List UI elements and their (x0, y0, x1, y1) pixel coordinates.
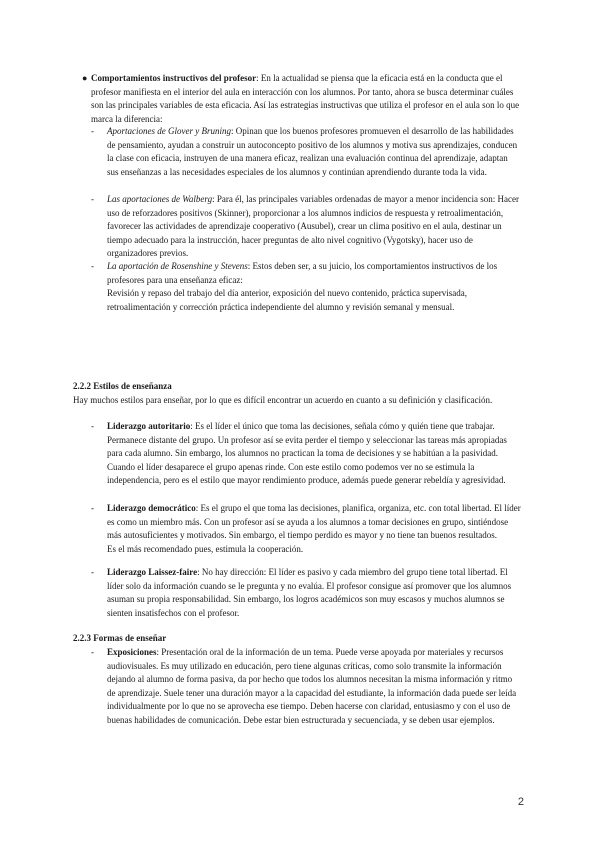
list-item-paragraph (107, 125, 521, 179)
list-item-title: Liderazgo autoritario (107, 421, 191, 431)
list-item-walberg (91, 193, 521, 261)
list-item-body: : Opinan que los buenos profesores promueven el desarrollo de las habilidades de pensamiento, ayudan a construir un autoconcepto positivo de los alumnos y motiva sus aprendizajes, conducen la clase con eficacia, instruyen de una manera eficaz, realizan una evaluación continua del aprendizaje, adaptan sus enseñanzas a las necesidades especiales de los alumnos y continúan aprendiendo durante toda la vida. (107, 126, 518, 177)
list-item-title: Las aportaciones de Walberg (107, 194, 213, 204)
dash-marker: - (91, 261, 94, 271)
list-item-extra: Revisión y repaso del trabajo del día anterior, exposición del nuevo contenido, práctica supervisada, retroalimentación y corrección práctica independiente del alumno y revisión semanal y mensual. (107, 288, 468, 312)
section-intro: Hay muchos estilos para enseñar, por lo que es difícil encontrar un acuerdo en cuanto a su definición y clasificación. (73, 395, 493, 405)
dash-marker: - (91, 567, 94, 577)
bullet-comportamientos-instructivos (82, 72, 521, 126)
list-item-body: : Para él, las principales variables ordenadas de mayor a menor incidencia son: Hacer uso de reforzadores positivos (Skinner), proporcionar a los alumnos indicios de respuesta y retroalimentación, favorecer las actividades de aprendizaje cooperativo (Ausubel), crear un clima positivo en el aula, destinar un tiempo adecuado para la instrucción, hacer preguntas de alto nivel cognitivo (Vygotsky), hacer uso de organizadores previos. (107, 194, 519, 259)
list-item-liderazgo-autoritario (91, 420, 521, 488)
list-item-paragraph (107, 646, 521, 728)
list-item-title: Liderazgo Laissez-faire (107, 567, 198, 577)
list-item-paragraph (107, 260, 521, 287)
page-number: 2 (517, 796, 524, 808)
list-item-rosenshine-stevens (91, 260, 521, 314)
list-item-paragraph (107, 566, 521, 620)
section-heading-formas: 2.2.3 Formas de enseñar (73, 633, 167, 643)
bullet-title: Comportamientos instructivos del profesor (91, 73, 257, 83)
list-item-title: Liderazgo democrático (107, 503, 196, 513)
list-item-body: : Es el líder el único que toma las decisiones, señala cómo y quién tiene que trabajar. Permanece distante del grupo. Un profesor así se evita perder el tiempo y seleccionar las tareas más apropiadas para cada alumno. Sin embargo, los alumnos no practican la toma de decisiones y se habitúan a la pasividad. Cuando el líder desaparece el grupo apenas rinde. Con este estilo como podemos ver no se estimula la independencia, pero es el estilo que mayor rendimiento produce, además puede generar rebeldía y agresividad. (107, 421, 507, 486)
list-item-body: : Estos deben ser, a su juicio, los comportamientos instructivos de los profesores para una enseñanza eficaz: (107, 261, 498, 285)
list-item-body: : No hay dirección: El líder es pasivo y cada miembro del grupo tiene total libertad. El líder solo da información cuando se le pregunta y no evalúa. El profesor consigue así promover que los alumnos asuman su propia responsabilidad. Sin embargo, los logros académicos son muy escasos y muchos alumnos se sienten insatisfechos con el profesor. (107, 567, 512, 618)
bullet-body: : En la actualidad se piensa que la eficacia está en la conducta que el profesor manifiesta en el interior del aula en interacción con los alumnos. Por tanto, ahora se busca determinar cuáles son las principales variables de esta eficacia. Así las estrategias instructivas que utiliza el profesor en el aula son lo que marca la diferencia: (91, 73, 520, 124)
dash-marker: - (91, 503, 94, 513)
list-item-exposiciones (91, 646, 521, 728)
list-item-paragraph (107, 502, 521, 543)
list-item-liderazgo-democratico (91, 502, 521, 556)
list-item-glover-bruning (91, 125, 521, 179)
list-item-body: : Presentación oral de la información de un tema. Puede verse apoyada por materiales y recursos audiovisuales. Es muy utilizado en educación, pero tiene algunas críticas, como solo transmite la información dejando al alumno de forma pasiva, da por hecho que todos los alumnos necesitan la misma información y ritmo de aprendizaje. Suele tener una duración mayor a la capacidad del estudiante, la información dada puede ser leída individualmente por lo que no se aprovecha ese tiempo. Deben hacerse con claridad, entusiasmo y con el uso de buenas habilidades de comunicación. Debe estar bien estructurada y secuenciada, y se deben usar ejemplos. (107, 647, 517, 725)
list-item-body: : Es el grupo el que toma las decisiones, planifica, organiza, etc. con total libertad. El líder es como un miembro más. Con un profesor así se ayuda a los alumnos a tomar decisiones en grupo, sintiéndose más autosuficientes y motivados. Sin embargo, el tiempo perdido es mayor y no tiene tan buenos resultados. (107, 503, 521, 541)
list-item-extra: Es el más recomendado pues, estimula la cooperación. (107, 543, 304, 554)
dash-marker: - (91, 194, 94, 204)
bullet-marker: ● (82, 73, 88, 83)
dash-marker: - (91, 126, 94, 136)
dash-marker: - (91, 421, 94, 431)
list-item-title: Exposiciones (107, 647, 157, 657)
list-item-title: La aportación de Rosenshine y Stevens (107, 261, 248, 271)
list-item-title: Aportaciones de Glover y Bruning (107, 126, 231, 136)
list-item-paragraph (107, 420, 521, 488)
list-item-liderazgo-laissez-faire (91, 566, 521, 620)
dash-marker: - (91, 647, 94, 657)
section-heading-estilos: 2.2.2 Estilos de enseñanza (73, 381, 172, 391)
bullet-paragraph (91, 72, 521, 126)
list-item-paragraph (107, 193, 521, 261)
